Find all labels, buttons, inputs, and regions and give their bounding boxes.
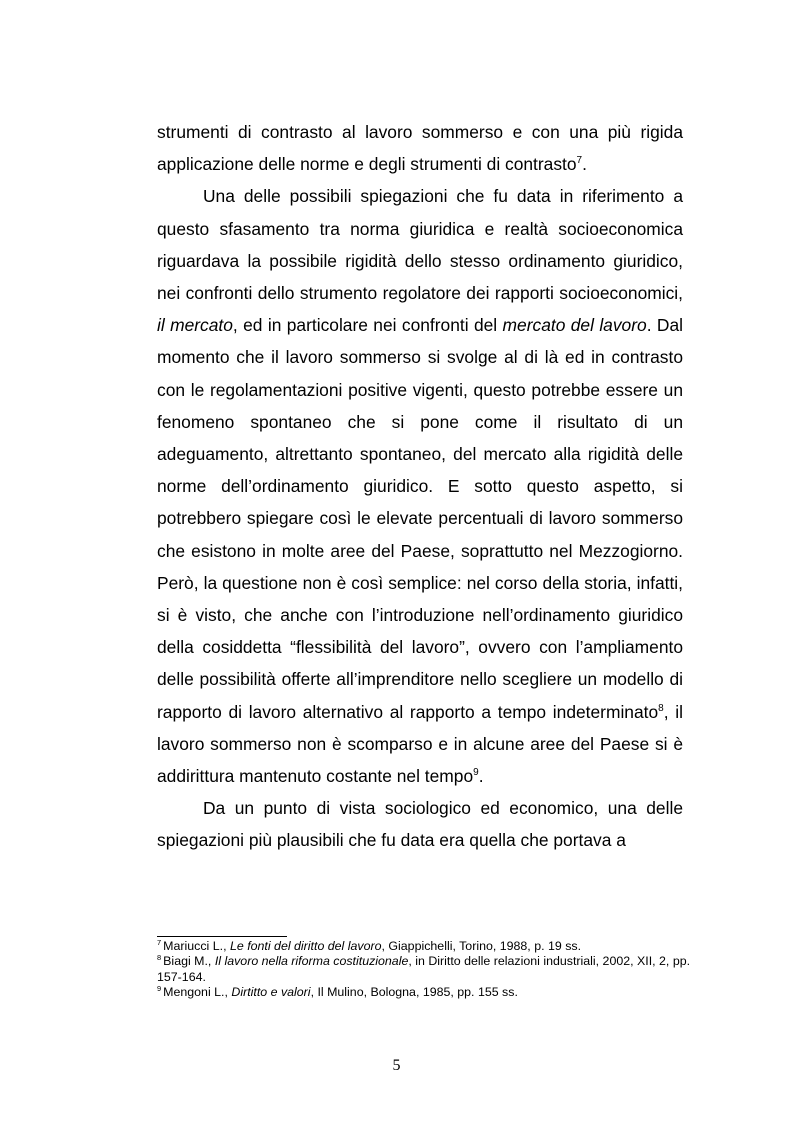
text-run: . — [582, 154, 587, 175]
body-text — [157, 116, 683, 857]
text-run: . Dal momento che il lavoro sommerso si svolge al di là ed in contrasto con le regolamentazioni positive vigenti, questo potrebbe essere un fenomeno spontaneo che si pone come il risultato di un adeguamento, altrettanto spontaneo, del mercato alla rigidità delle norme dell’ordinamento giuridico. E sotto questo aspetto, si potrebbero spiegare così le elevate percentuali di lavoro sommerso che esistono in molte aree del Paese, soprattutto nel Mezzogiorno. Però, la questione non è così semplice: nel corso della storia, infatti, si è visto, che anche con l’introduzione nell’ordinamento giuridico della cosiddetta “flessibilità del lavoro”, ovvero con l’ampliamento delle possibilità offerte all’imprenditore nello scegliere un modello di rapporto di lavoro alternativo al rapporto a tempo indeterminato — [157, 315, 683, 722]
footnote-number: 7 — [157, 937, 162, 947]
text-run: Mariucci L., — [163, 939, 230, 953]
italic-text: il mercato — [157, 315, 233, 336]
footnote-reference: 7 — [576, 155, 583, 167]
text-run: Da un punto di vista sociologico ed economico, una delle spiegazioni più plausibili che fu data era quella che portava a — [157, 798, 683, 851]
footnote — [157, 954, 697, 985]
text-run: strumenti di contrasto al lavoro sommerso e con una più rigida applicazione delle norme e degli strumenti di contrasto — [157, 122, 683, 175]
text-run: Mengoni L., — [163, 984, 232, 999]
body-paragraph — [157, 116, 683, 180]
footnote — [157, 939, 697, 954]
body-paragraph — [157, 180, 683, 792]
page-number: 5 — [392, 1057, 401, 1074]
italic-text: Dirtitto e valori — [231, 984, 311, 999]
text-run: , Giappichelli, Torino, 1988, p. 19 ss. — [381, 939, 582, 953]
footnote-reference: 9 — [473, 767, 479, 779]
text-run: , in Diritto delle relazioni industriali, 2002, XII, 2, pp. 157-164. — [157, 954, 691, 984]
text-run: Una delle possibili spiegazioni che fu data in riferimento a questo sfasamento tra norma giuridica e realtà socioeconomica riguardava la possibile rigidità dello stesso ordinamento giuridico, nei confronti dello strumento regolatore dei rapporti socioeconomici, — [157, 186, 683, 304]
italic-text: Le fonti del diritto del lavoro — [229, 939, 382, 953]
text-run: Biagi M., — [163, 954, 215, 969]
footnote-reference: 8 — [658, 702, 664, 714]
footnote — [157, 985, 697, 1000]
footnote-divider — [157, 936, 287, 937]
footnotes — [157, 939, 697, 1000]
text-run: . — [478, 766, 484, 787]
text-run: , il lavoro sommerso non è scomparso e in alcune aree del Paese si è addirittura mantenuto costante nel tempo — [157, 701, 683, 787]
text-run: , ed in particolare nei confronti del — [232, 315, 503, 336]
italic-text: Il lavoro nella riforma costituzionale — [214, 954, 409, 969]
italic-text: mercato del lavoro — [502, 315, 647, 336]
body-paragraph — [157, 792, 683, 856]
text-run: , Il Mulino, Bologna, 1985, pp. 155 ss. — [310, 984, 518, 999]
footnote-number: 8 — [157, 953, 162, 963]
footnote-number: 9 — [157, 983, 162, 993]
